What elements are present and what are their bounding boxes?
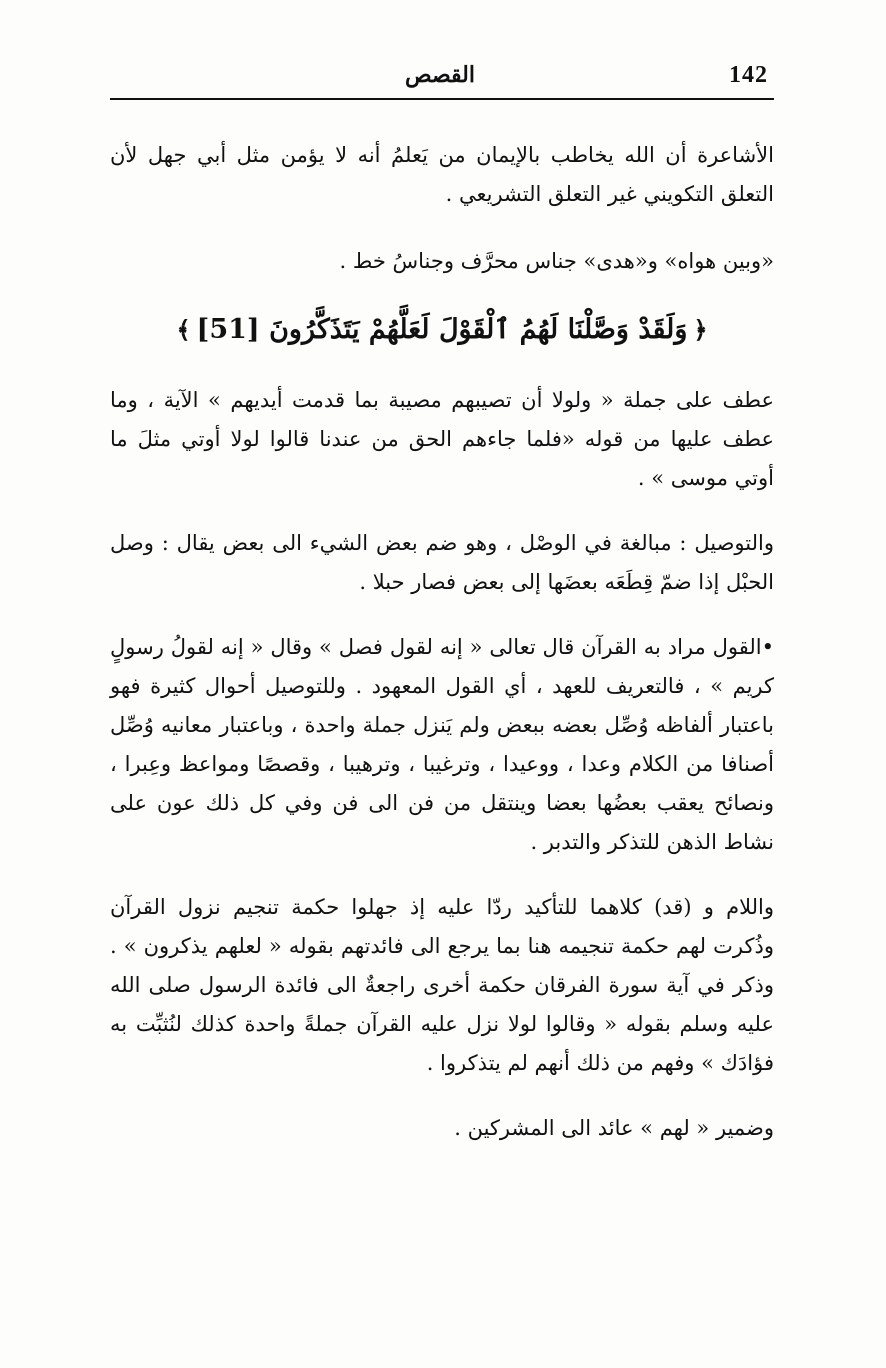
header-rule [110, 98, 774, 100]
paragraph-6: واللام و (قد) كلاهما للتأكيد ردّا عليه إذ جهلوا حكمة تنجيم نزول القرآن وذُكرت لهم حكمة تنجيمه هنا بما يرجع الى فائدتهم بقوله « لعلهم يذكرون » . وذكر في آية سورة الفرقان حكمة أخرى راجعةٌ الى فائدة الرسول صلى الله عليه وسلم بقوله « وقالوا لولا نزل عليه القرآن جملةً واحدة كذلك لنُثبِّت به فؤادَك » وفهم من ذلك أنهم لم يتذكروا . [110, 895, 774, 1075]
page-number: 142 [729, 62, 768, 88]
paragraph-1: الأشاعرة أن الله يخاطب بالإيمان من يَعلمُ أنه لا يؤمن مثل أبي جهل لأن التعلق التكويني غير التعلق التشريعي . [110, 143, 774, 206]
verse-close-bracket: ﴾ [176, 315, 191, 344]
running-title: القصص [405, 62, 475, 88]
paragraph-7: وضمير « لهم » عائد الى المشركين . [454, 1116, 774, 1140]
quran-verse [110, 305, 774, 355]
page-header [110, 58, 774, 96]
paragraph-2: «وبين هواه» و«هدى» جناس محرَّف وجناسُ خط . [339, 249, 774, 273]
page-body [110, 136, 774, 1148]
verse-text: وَلَقَدْ وَصَّلْنَا لَهُمُ ٱلْقَوْلَ لَعَلَّهُمْ يَتَذَكَّرُونَ [51] [196, 314, 688, 345]
paragraph-4: والتوصيل : مبالغة في الوصْل ، وهو ضم بعض الشيء الى بعض يقال : وصل الحبْل إذا ضمّ قِطَعَه بعضَها إلى بعض فصار حبلا . [110, 531, 774, 594]
paragraph-3: عطف على جملة « ولولا أن تصيبهم مصيبة بما قدمت أيديهم » الآية ، وما عطف عليها من قوله «فلما جاءهم الحق من عندنا قالوا لولا أوتي مثلَ ما أوتي موسى » . [110, 388, 774, 490]
paragraph-5: •القول مراد به القرآن قال تعالى « إنه لقول فصل » وقال « إنه لقولُ رسولٍ كريم » ، فالتعريف للعهد ، أي القول المعهود . وللتوصيل أحوال كثيرة فهو باعتبار ألفاظه وُصِّل بعضه ببعض ولم يَنزل جملة واحدة ، وباعتبار معانيه وُصِّل أصنافا من الكلام وعدا ، ووعيدا ، وترغيبا ، وترهيبا ، وقصصًا ومواعظ وعِبرا ، ونصائح يعقب بعضُها بعضا وينتقل من فن الى فن وفي كل ذلك عون على نشاط الذهن للتذكر والتدبر . [110, 635, 774, 854]
verse-open-bracket: ﴿ [693, 315, 708, 344]
